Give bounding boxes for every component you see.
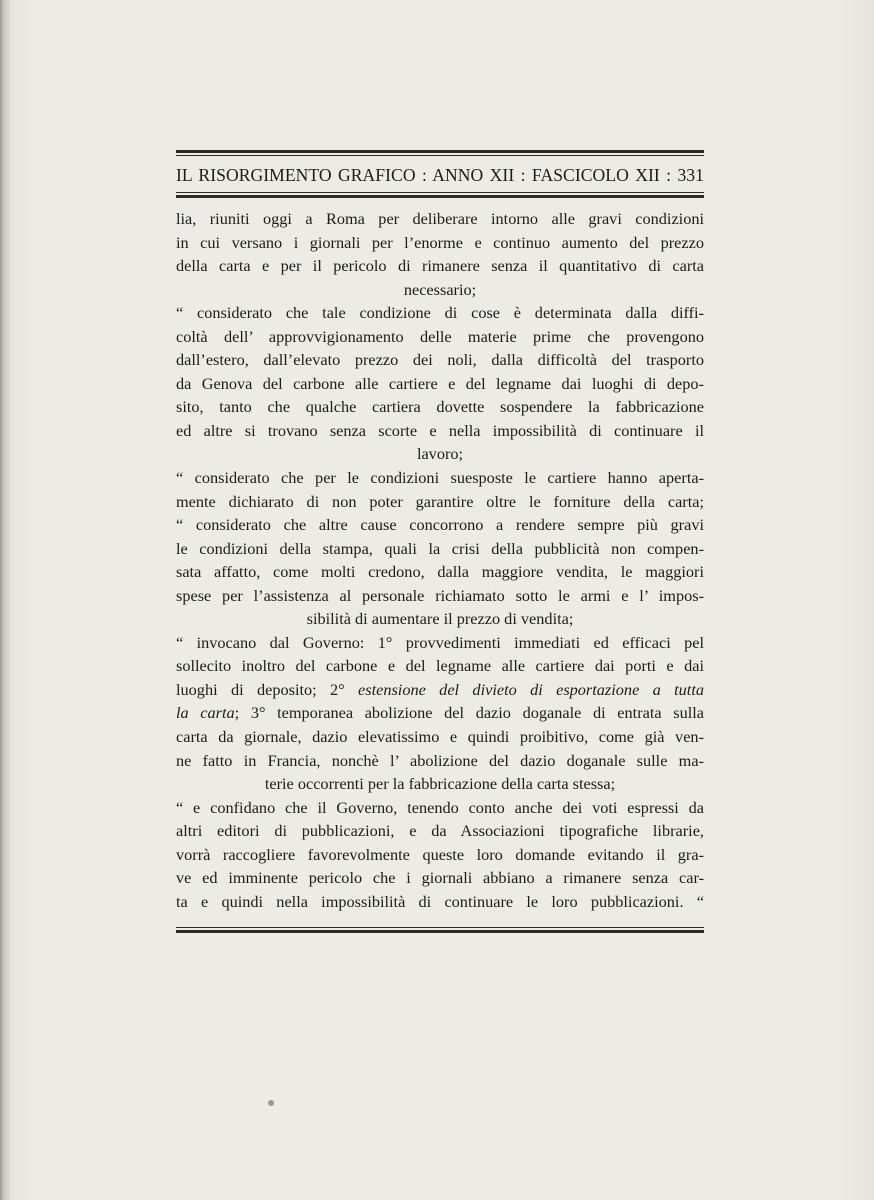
text-line: “ considerato che tale condizione di cose è determinata dalla diffi- — [176, 303, 704, 323]
page-binding-edge — [0, 0, 10, 1200]
body-text — [176, 207, 704, 913]
italic-run: estensione del divieto di esportazione a tutta — [358, 679, 704, 699]
text-line: vorrà raccogliere favorevolmente queste loro domande evitando il gra- — [176, 844, 704, 864]
text-line: dall’estero, dall’elevato prezzo dei noli, dalla difficoltà del trasporto — [176, 350, 704, 370]
text-line: da Genova del carbone alle cartiere e del legname dai luoghi di depo- — [176, 373, 704, 393]
text-line: ne fatto in Francia, nonchè l’ abolizione del dazio doganale sulle ma- — [176, 750, 704, 770]
text-line: le condizioni della stampa, quali la crisi della pubblicità non compen- — [176, 538, 704, 558]
text-line: “ invocano dal Governo: 1° provvedimenti immediati ed efficaci pel — [176, 632, 704, 652]
text-line: terie occorrenti per la fabbricazione della carta stessa; — [264, 774, 616, 794]
text-line: lavoro; — [416, 444, 464, 464]
text-line: necessario; — [403, 279, 477, 299]
paper-speck — [268, 1100, 274, 1106]
text-line: sito, tanto che qualche cartiera dovette sospendere la fabbricazione — [176, 397, 704, 417]
text-line: “ e confidano che il Governo, tenendo conto anche dei voti espressi da — [176, 797, 704, 817]
running-header: IL RISORGIMENTO GRAFICO : ANNO XII : FASCICOLO XII : 331 — [176, 165, 704, 185]
text-line: coltà dell’ approvvigionamento delle materie prime che provengono — [176, 326, 704, 346]
text-line: ta e quindi nella impossibilità di continuare le loro pubblicazioni. “ — [176, 891, 704, 911]
text-line: “ considerato che per le condizioni suesposte le cartiere hanno aperta- — [176, 468, 704, 488]
text-line: ed altre si trovano senza scorte e nella impossibilità di continuare il — [176, 420, 704, 440]
text-line: sibilità di aumentare il prezzo di vendita; — [306, 609, 574, 629]
text-line: lia, riuniti oggi a Roma per deliberare intorno alle gravi condizioni — [176, 209, 704, 228]
roman-run: luoghi di deposito; 2° — [176, 679, 359, 699]
text-line — [176, 701, 704, 725]
text-line: carta da giornale, dazio elevatissimo e quindi proibitivo, come già ven- — [176, 727, 704, 747]
text-line — [176, 678, 704, 702]
text-line: spese per l’assistenza al personale richiamato sotto le armi e l’ impos- — [176, 585, 704, 605]
header-bottom-rule — [176, 192, 704, 198]
roman-run: ; 3° temporanea abolizione del dazio doganale di entrata sulla — [234, 703, 704, 723]
text-line: “ considerato che altre cause concorrono a rendere sempre più gravi — [176, 515, 704, 535]
text-line: ve ed imminente pericolo che i giornali abbiano a rimanere senza car- — [176, 868, 704, 888]
italic-run: la carta — [176, 703, 235, 723]
text-line: altri editori di pubblicazioni, e da Associazioni tipografiche librarie, — [176, 821, 704, 841]
header-top-rule — [176, 150, 704, 156]
text-line: sollecito inoltro del carbone e del legname alle cartiere dai porti e dai — [176, 656, 704, 676]
text-line: sata affatto, come molti credono, dalla maggiore vendita, le maggiori — [176, 562, 704, 582]
text-line: in cui versano i giornali per l’enorme e continuo aumento del prezzo — [176, 232, 704, 252]
text-line: mente dichiarato di non poter garantire oltre le forniture della carta; — [176, 491, 704, 511]
text-bottom-rule — [176, 927, 704, 933]
text-line: della carta e per il pericolo di rimanere senza il quantitativo di carta — [176, 256, 704, 276]
